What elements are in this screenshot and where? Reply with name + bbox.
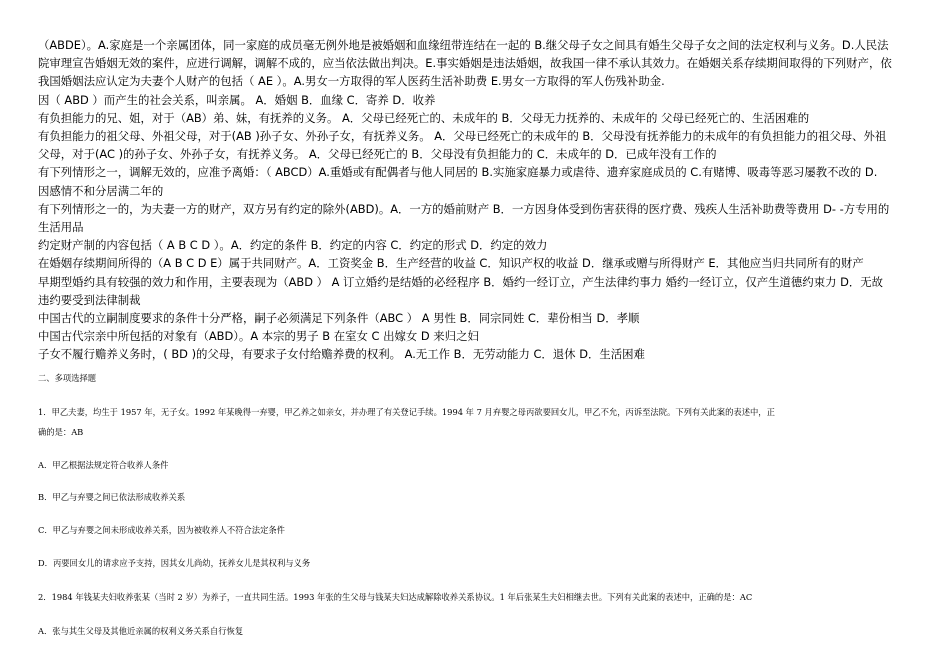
section-title: 二、多项选择题 [38, 373, 97, 383]
text-line-5: 有负担能力的兄、姐，对于（AB）弟、妹，有抚养的义务。 A．父母已经死亡的、未成年的 B．父母无力抚养的、未成年的 父母已经死亡的、生活困难的 [38, 110, 810, 125]
text-line-7: 父母，对于(AC )的孙子女、外孙子女，有抚养义务。 A．父母已经死亡的 B．父母没有负担能力的 C．未成年的 D．已成年没有工作的 [38, 147, 717, 162]
text-line-16: 中国古代的立嗣制度要求的条件十分严格，嗣子必须满足下列条件（ABC ） A 男性 B．同宗同姓 C．辈份相当 D．孝顺 [38, 311, 640, 326]
q1-option-b: B．甲乙与弃婴之间已依法形成收养关系 [38, 492, 186, 502]
text-line-6: 有负担能力的祖父母、外祖父母，对于(AB )孙子女、外孙子女，有抚养义务。 A．父母已经死亡的未成年的 B．父母没有抚养能力的未成年的有负担能力的祖父母、外祖 [38, 129, 887, 144]
q2-option-a: A．张与其生父母及其他近亲属的权利义务关系自行恢复 [38, 626, 244, 636]
text-line-1: （ABDE）。A.家庭是一个亲属团体，同一家庭的成员毫无例外地是被婚姻和血缘纽带连结在一起的 B.继父母子女之间具有婚生父母子女之间的法定权利与义务。D.人民法 [38, 38, 889, 52]
text-line-12: 约定财产制的内容包括（ A B C D ）。A．约定的条件 B．约定的内容 C．约定的形式 D．约定的效力 [38, 238, 548, 253]
text-line-11: 生活用品 [38, 220, 84, 235]
q1-stem-line-2: 确的是：AB [38, 427, 84, 437]
q1-option-a: A．甲乙根据法规定符合收养人条件 [38, 460, 169, 470]
text-line-3: 我国婚姻法应认定为夫妻个人财产的包括（ AE ）。A.男女一方取得的军人医药生活补助费 E.男女一方取得的军人伤残补助金. [38, 74, 665, 89]
q1-option-c: C．甲乙与弃婴之间未形成收养关系，因为被收养人不符合法定条件 [38, 525, 285, 535]
text-line-10: 有下列情形之一的，为夫妻一方的财产，双方另有约定的除外(ABD)。A．一方的婚前财产 B．一方因身体受到伤害获得的医疗费、残疾人生活补助费等费用 D- -方专用的 [38, 201, 890, 216]
text-line-13: 在婚姻存续期间所得的（A B C D E）属于共同财产。A．工资奖金 B．生产经营的收益 C．知识产权的收益 D．继承或赠与所得财产 E．其他应当归共同所有的财产 [38, 256, 864, 271]
text-line-2: 院审理宣告婚姻无效的案件，应进行调解，调解不成的，应当依法做出判决。E.事实婚姻是违法婚姻，故我国一律不承认其效力。在婚姻关系存续期间取得的下列财产，依 [38, 56, 892, 71]
q1-stem-line-1: 1．甲乙夫妻，均生于 1957 年，无子女。1992 年某晚得一弃婴，甲乙养之如亲女，并办理了有关登记手续。1994 年 7 月弃婴之母丙欲要回女儿，甲乙不允，丙诉至法院。下列有关此案的表述中，正 [38, 407, 775, 417]
text-line-8: 有下列情形之一，调解无效的，应准予离婚：（ ABCD）A.重婚或有配偶者与他人同居的 B.实施家庭暴力或虐待、遗弃家庭成员的 C.有赌博、吸毒等恶习屡教不改的 D. [38, 165, 878, 180]
text-line-17: 中国古代宗亲中所包括的对象有（ABD）。A 本宗的男子 B 在室女 C 出嫁女 D 来归之妇 [38, 329, 479, 344]
text-line-15: 违约要受到法律制裁 [38, 292, 141, 307]
q1-option-d: D．丙要回女儿的请求应予支持，因其女儿尚幼，抚养女儿是其权利与义务 [38, 558, 311, 568]
text-line-14: 早期型婚约具有较强的效力和作用，主要表现为（ABD ） A 订立婚约是结婚的必经程序 B．婚约一经订立，产生法律约事力 婚约一经订立，仅产生道德约束力 D．无故 [38, 274, 884, 289]
text-line-9: 因感情不和分居满二年的 [38, 183, 164, 198]
text-line-18: 子女不履行赡养义务时，( BD )的父母，有要求子女付给赡养费的权利。 A.无工作 B．无劳动能力 C．退休 D．生活困难 [38, 347, 645, 362]
answer-notes-block [38, 36, 928, 364]
text-line-4: 因（ ABD ）而产生的社会关系，叫亲属。 A．婚姻 B．血缘 C．寄养 D．收养 [38, 92, 436, 107]
q2-stem-line-1: 2．1984 年钱某夫妇收养张某（当时 2 岁）为养子，一直共同生活。1993 年张的生父母与钱某夫妇达成解除收养关系协议。1 年后张某生夫妇相继去世。下列有关此案的表述中，正确的是：AC [38, 592, 753, 602]
